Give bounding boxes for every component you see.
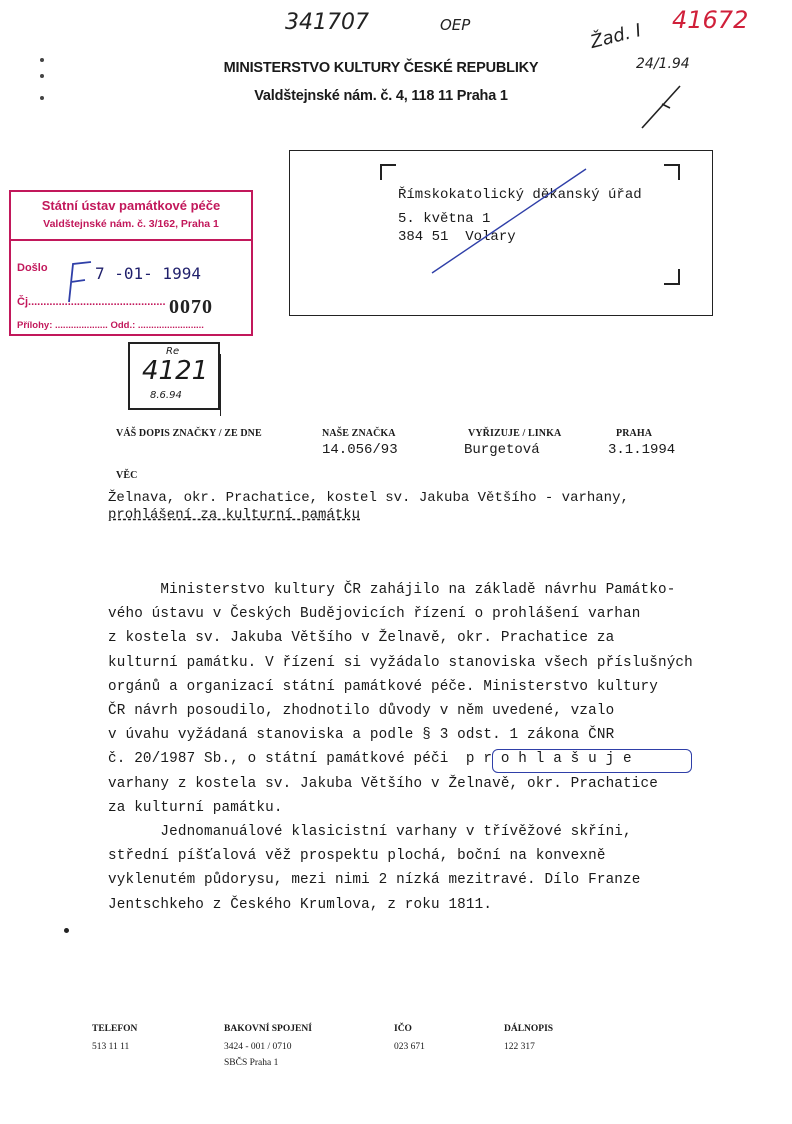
recipient-street: 5. května 1	[398, 211, 491, 227]
stamp-number-label: Čj.............................................	[17, 296, 166, 308]
declaration-highlight-box	[492, 749, 692, 773]
telex-label: DÁLNOPIS	[504, 1024, 554, 1034]
handwritten-reference: 341707	[285, 10, 369, 35]
ico-value: 023 671	[394, 1042, 425, 1052]
registry-stamp-date: 8.6.94	[150, 390, 182, 401]
body-line: Jentschkeho z Českého Krumlova, z roku 1811.	[108, 896, 493, 913]
handwritten-reference-suffix: OEP	[440, 16, 471, 34]
phone-value: 513 11 11	[92, 1042, 130, 1052]
handled-by-value: Burgetová	[464, 442, 540, 458]
body-line: z kostela sv. Jakuba Většího v Želnavě, okr. Prachatice za	[108, 630, 615, 647]
stamp-divider	[11, 239, 251, 241]
body-line: Jednomanuálové klasicistní varhany v třívěžové skříni,	[108, 824, 632, 840]
handwritten-signature-stroke	[636, 76, 706, 136]
bank-name: SBČS Praha 1	[224, 1058, 279, 1068]
body-line: v úvahu vyžádaná stanoviska a podle § 3 odst. 1 zákona ČNR	[108, 727, 615, 744]
stamp-received-date: 7 -01- 1994	[95, 264, 201, 283]
handled-by-label: VYŘIZUJE / LINKA	[468, 428, 562, 439]
ministry-address: Valdštejnské nám. č. 4, 118 11 Praha 1	[254, 88, 508, 104]
body-line: varhany z kostela sv. Jakuba Většího v Želnavě, okr. Prachatice	[108, 775, 658, 792]
your-letter-label: VÁŠ DOPIS ZNAČKY / ZE DNE	[116, 428, 262, 439]
stamp-received-label: Došlo	[17, 262, 48, 274]
ico-label: IČO	[394, 1024, 412, 1034]
body-line: za kulturní památku.	[108, 799, 283, 816]
body-line: orgánů a organizací státní památkové péče. Ministerstvo kultury	[108, 678, 658, 695]
place-label: PRAHA	[616, 428, 653, 439]
address-corner-mark	[664, 269, 680, 285]
handwritten-date: 24/1.94	[636, 56, 690, 72]
registry-stamp-shadow	[220, 354, 225, 416]
recipient-address-box	[289, 150, 713, 316]
recipient-city: 384 51 Volary	[398, 229, 516, 245]
registry-stamp-number: 4121	[142, 356, 209, 386]
date-value: 3.1.1994	[608, 442, 676, 458]
subject-line-2: prohlášení za kulturní památku	[108, 507, 361, 523]
body-line: vého ústavu v Českých Budějovicích řízení o prohlášení varhan	[108, 606, 641, 623]
stamp-attachments-line: Přílohy: .................... Odd.: .........................	[17, 320, 204, 331]
our-ref-label: NAŠE ZNAČKA	[322, 428, 396, 439]
address-corner-mark	[380, 164, 396, 180]
pen-strike-line	[430, 165, 590, 277]
address-corner-mark	[664, 164, 680, 180]
body-line: č. 20/1987 Sb., o státní památkové péči p r o h l a š u j e	[108, 751, 632, 768]
body-line: vyklenutém půdorysu, mezi nimi 2 nízká mezitravé. Dílo Franze	[108, 872, 641, 889]
phone-label: TELEFON	[92, 1024, 138, 1034]
body-line: ČR návrh posoudilo, zhodnotilo důvody v něm uvedené, vzalo	[108, 703, 615, 719]
body-line: Ministerstvo kultury ČR zahájilo na základě návrhu Památko-	[108, 582, 676, 598]
ministry-heading: MINISTERSTVO KULTURY ČESKÉ REPUBLIKY	[223, 60, 539, 76]
registry-stamp-prefix: Re	[166, 346, 180, 357]
body-line: kulturní památku. V řízení si vyžádalo stanoviska všech příslušných	[108, 654, 693, 671]
stamp-number-value: 0070	[169, 296, 213, 318]
bank-label: BAKOVNÍ SPOJENÍ	[224, 1024, 312, 1034]
recipient-name: Římskokatolický děkanský úřad	[398, 187, 642, 203]
handwritten-mark: Žad. I	[588, 20, 644, 53]
subject-label: VĚC	[116, 470, 138, 481]
registry-stamp	[128, 342, 220, 410]
handwritten-number-red: 41672	[672, 6, 749, 34]
bank-value: 3424 - 001 / 0710	[224, 1042, 292, 1052]
stamp-title: Státní ústav památkové péče	[41, 198, 221, 213]
stamp-address: Valdštejnské nám. č. 3/162, Praha 1	[43, 218, 219, 230]
punch-mark	[64, 928, 69, 933]
subject-line-1: Želnava, okr. Prachatice, kostel sv. Jakuba Většího - varhany,	[108, 490, 629, 506]
our-ref-value: 14.056/93	[322, 442, 398, 458]
body-line: střední píšťalová věž prospektu plochá, boční na konvexně	[108, 848, 606, 865]
telex-value: 122 317	[504, 1042, 535, 1052]
receipt-stamp	[9, 190, 253, 336]
